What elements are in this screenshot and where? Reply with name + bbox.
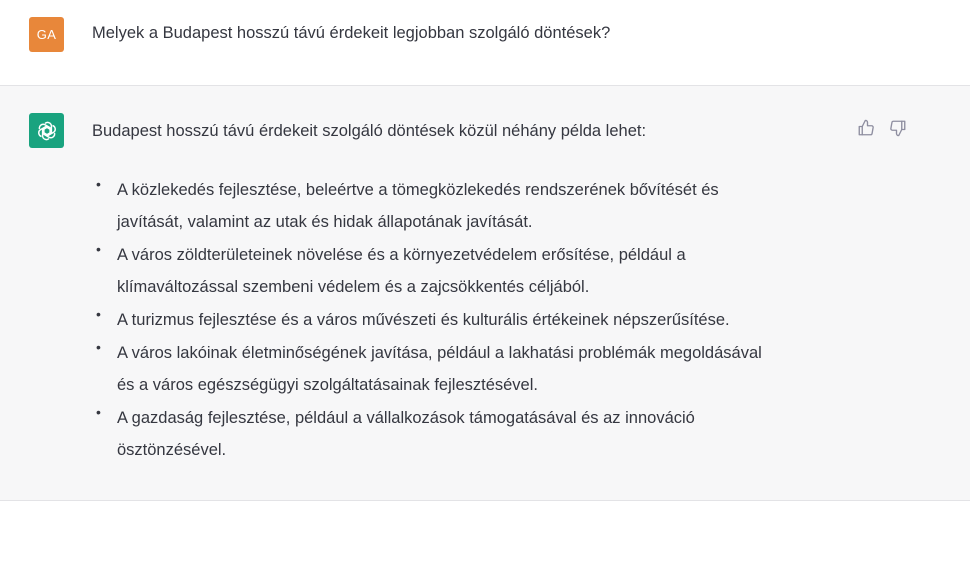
assistant-avatar [29,113,64,148]
assistant-intro-text: Budapest hosszú távú érdekeit szolgáló döntések közül néhány példa lehet: [92,122,647,140]
thumbs-down-button[interactable] [887,117,909,139]
bullet-dot: • [96,176,101,192]
list-item-line: és a város egészségügyi szolgáltatásainak fejlesztésével. [117,376,538,394]
list-item [96,304,856,336]
list-item-line: klímaváltozással szembeni védelem és a zajcsökkentés céljából. [117,278,590,296]
list-item [96,174,856,238]
user-message-text: Melyek a Budapest hosszú távú érdekeit legjobban szolgáló döntések? [92,24,611,42]
assistant-message-row [0,86,970,501]
list-item-line: A turizmus fejlesztése és a város művészeti és kulturális értékeinek népszerűsítése. [117,311,730,329]
bullet-dot: • [96,404,101,420]
openai-logo-icon [36,120,58,142]
list-item [96,239,856,303]
list-item-line: A közlekedés fejlesztése, beleértve a tömegközlekedés rendszerének bővítését és [117,181,719,199]
bullet-dot: • [96,241,101,257]
list-item [96,402,856,466]
list-item-line: ösztönzésével. [117,441,227,459]
list-item-line: javítását, valamint az utak és hidak állapotának javítását. [117,213,533,231]
assistant-bullet-list [96,174,856,467]
user-message-row [0,0,970,86]
list-item [96,337,856,401]
bullet-dot: • [96,306,101,322]
bullet-dot: • [96,339,101,355]
user-avatar: GA [29,17,64,52]
list-item-line: A város lakóinak életminőségének javítása, például a lakhatási problémák megoldásával [117,344,762,362]
thumbs-up-button[interactable] [855,117,877,139]
thumbs-up-icon [857,119,875,137]
list-item-line: A város zöldterületeinek növelése és a környezetvédelem erősítése, például a [117,246,686,264]
list-item-line: A gazdaság fejlesztése, például a vállalkozások támogatásával és az innováció [117,409,695,427]
thumbs-down-icon [889,119,907,137]
